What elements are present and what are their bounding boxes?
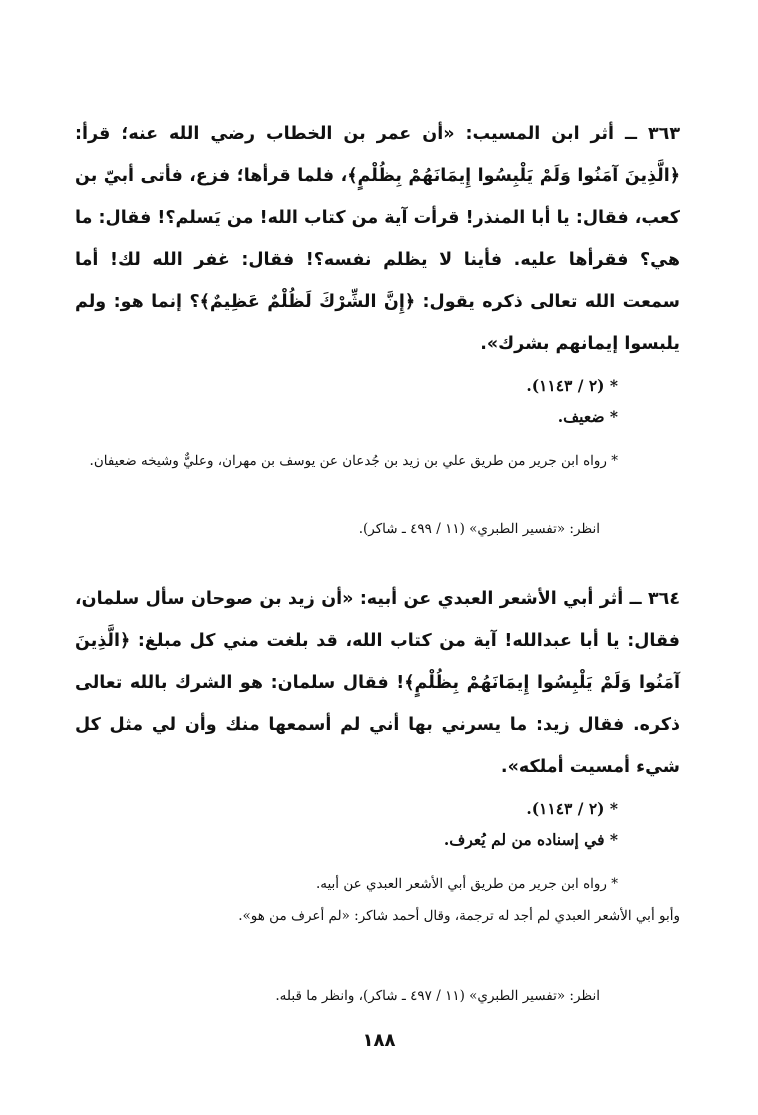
entry-363-reference: * (٢ / ١١٤٣). xyxy=(526,376,618,395)
entry-364-bullets xyxy=(75,793,618,855)
entry-363-note: * رواه ابن جرير من طريق علي بن زيد بن جُدعان عن يوسف بن مهران، وعليٌّ وشيخه ضعيفان. xyxy=(89,453,618,469)
entry-363-text: ٣٦٣ ــ أثر ابن المسيب: «أن عمر بن الخطاب رضي الله عنه؛ قرأ: ﴿الَّذِينَ آمَنُوا وَلَمْ يَلْبِسُوا إِيمَانَهُمْ بِظُلْمٍ﴾، فلما قرأها؛ فزع، فأتى أبيّ بن كعب، فقال: يا أبا المنذر! قرأت آية من كتاب الله! من يَسلم؟! فقال: ما هي؟ فقرأها عليه. فأينا لا يظلم نفسه؟! فقال: غفر الله لك! أما سمعت الله تعالى ذكره يقول: ﴿إِنَّ الشِّرْكَ لَظُلْمٌ عَظِيمٌ﴾؟ إنما هو: ولم يلبسوا إيمانهم بشرك». xyxy=(75,124,680,354)
entry-363-bullets xyxy=(75,370,618,432)
page-number: ١٨٨ xyxy=(362,1030,396,1051)
entry-364-see-also: انظر: «تفسير الطبري» (١١ / ٤٩٧ ـ شاكر)، وانظر ما قبله. xyxy=(275,988,600,1004)
entry-363-grade: * ضعيف. xyxy=(557,407,618,426)
entry-363-see-also: انظر: «تفسير الطبري» (١١ / ٤٩٩ ـ شاكر). xyxy=(358,521,600,537)
entry-364-note: * رواه ابن جرير من طريق أبي الأشعر العبدي عن أبيه. xyxy=(315,876,618,892)
entry-364-grade: * في إسناده من لم يُعرف. xyxy=(443,830,618,849)
entry-364-note-2: وأبو أبي الأشعر العبدي لم أجد له ترجمة، وقال أحمد شاكر: «لم أعرف من هو». xyxy=(238,908,680,924)
entry-364-reference: * (٢ / ١١٤٣). xyxy=(526,799,618,818)
entry-364-text: ٣٦٤ ــ أثر أبي الأشعر العبدي عن أبيه: «أن زيد بن صوحان سأل سلمان، فقال: يا أبا عبدالله! آية من كتاب الله، قد بلغت مني كل مبلغ: ﴿الَّذِينَ آمَنُوا وَلَمْ يَلْبِسُوا إِيمَانَهُمْ بِظُلْمٍ﴾! فقال سلمان: هو الشرك بالله تعالى ذكره. فقال زيد: ما يسرني بها أني لم أسمعها منك وأن لي مثل كل شيء أمسيت أملكه». xyxy=(75,589,680,777)
